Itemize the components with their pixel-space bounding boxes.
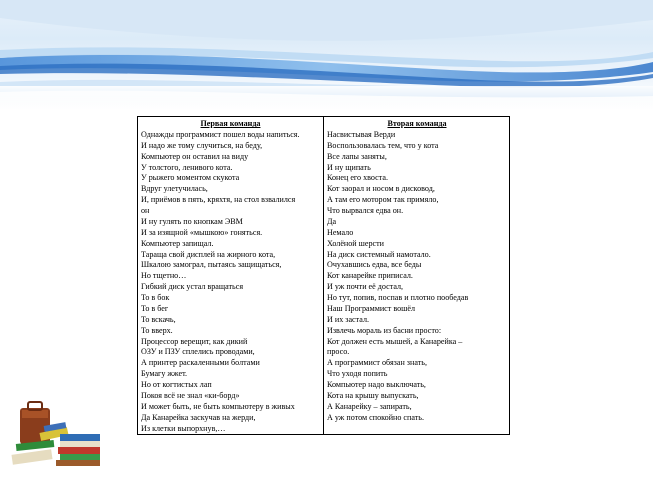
first-team-line: Да Канарейка заскучав на жерди, [141,412,256,422]
first-team-line: То вскачь, [141,314,176,324]
first-team-line: Вдруг улетучилась, [141,184,208,194]
second-team-line: Компьютер надо выключать, [327,380,426,389]
first-team-line: У толстого, ленивого кота. [141,162,233,172]
second-team-line: Да [327,216,337,226]
first-team-line: Тараща свой дисплей на жирного кота, [141,249,276,259]
second-team-line: Кота на крышу выпускать, [327,390,419,400]
second-team-column [324,117,510,434]
second-team-line: И их застал. [327,314,370,324]
header-banner [0,0,653,110]
first-team-line: Гибкий диск устал вращаться [141,282,244,292]
second-team-line: И ну щипать [327,162,371,172]
second-team-line: Очухавшись едва, все беды [327,260,422,270]
second-team-line: Воспользовалась тем, что у кота [327,140,439,150]
first-team-line: И может быть, не быть компьютеру в живых [141,401,295,411]
second-team-line: А уж потом спокойно спать. [327,412,424,422]
first-team-line: То в бег [141,303,169,313]
first-team-line: Но от когтистых лап [141,380,212,389]
first-team-line: То вверх. [141,325,173,335]
books-illustration [10,398,110,468]
second-team-line: Что вырвался едва он. [327,206,404,215]
second-team-line: Кот заорал и носом в дисковод, [327,184,435,194]
first-team-line: И за изящной «мышкою» гоняться. [141,227,263,237]
second-team-line: На диск системный намотало. [327,249,431,259]
first-team-line: Компьютер он оставил на виду [141,151,249,161]
wave-decoration [0,0,653,110]
first-team-line: он [141,206,150,215]
second-team-line: Все лапы заняты, [327,151,387,161]
first-team-column [138,117,324,434]
second-team-line: Насвистывая Верди [327,129,396,139]
second-team-line: Кот должен есть мышей, а Канарейка – [327,336,463,346]
second-team-line: А Канарейку – запирать, [327,401,412,411]
first-team-line: И надо же тому случиться, на беду, [141,140,263,150]
books-icon [10,398,110,468]
first-team-line: И, приёмов в пять, кряхтя, на стол взвалился [141,195,296,205]
second-team-line: Конец его хвоста. [327,173,389,183]
second-team-line: Но тут, попив, поспав и плотно пообедав [327,293,469,302]
first-team-line: У рыжего моментом скукота [141,173,240,183]
second-team-line: Кот канарейке приписал. [327,271,413,281]
second-team-line: А там его мотором так примяло, [327,195,439,205]
second-team-line: Немало [327,227,354,237]
first-team-line: ОЗУ и ПЗУ сплелись проводами, [141,347,255,357]
first-team-line: Процессор верещит, как дикий [141,336,248,346]
second-team-line: просо. [327,347,350,357]
first-team-line: А принтер раскаленными болтами [141,358,260,368]
first-team-line: Шкалою замограл, пытаясь защищаться, [141,260,282,270]
first-team-line: Из клетки выпорхнув,… [141,423,226,433]
first-team-line: Покоя всё не знал «ки-борд» [141,390,240,400]
first-team-line: И ну гулять по кнопкам ЭВМ [141,216,243,226]
first-team-line: Однажды программист пошел воды напиться. [141,129,300,139]
first-team-line: То в бок [141,293,170,302]
first-team-line: Компьютер запищал. [141,238,214,248]
second-team-header: Вторая команда [387,119,447,128]
second-team-line: Наш Программист вошёл [327,303,415,313]
second-team-line: Холёной шерсти [327,238,384,248]
first-team-header: Первая команда [200,119,261,128]
first-team-line: Но тщетно… [141,271,187,281]
second-team-line: Извлечь мораль из басни просто: [327,325,442,335]
first-team-line: Бумагу жжет. [141,369,188,379]
second-team-line: И уж почти её достал, [327,282,404,292]
second-team-line: Что уходя попить [327,369,388,379]
second-team-line: А программист обязан знать, [327,358,427,368]
poem-table [137,116,510,435]
